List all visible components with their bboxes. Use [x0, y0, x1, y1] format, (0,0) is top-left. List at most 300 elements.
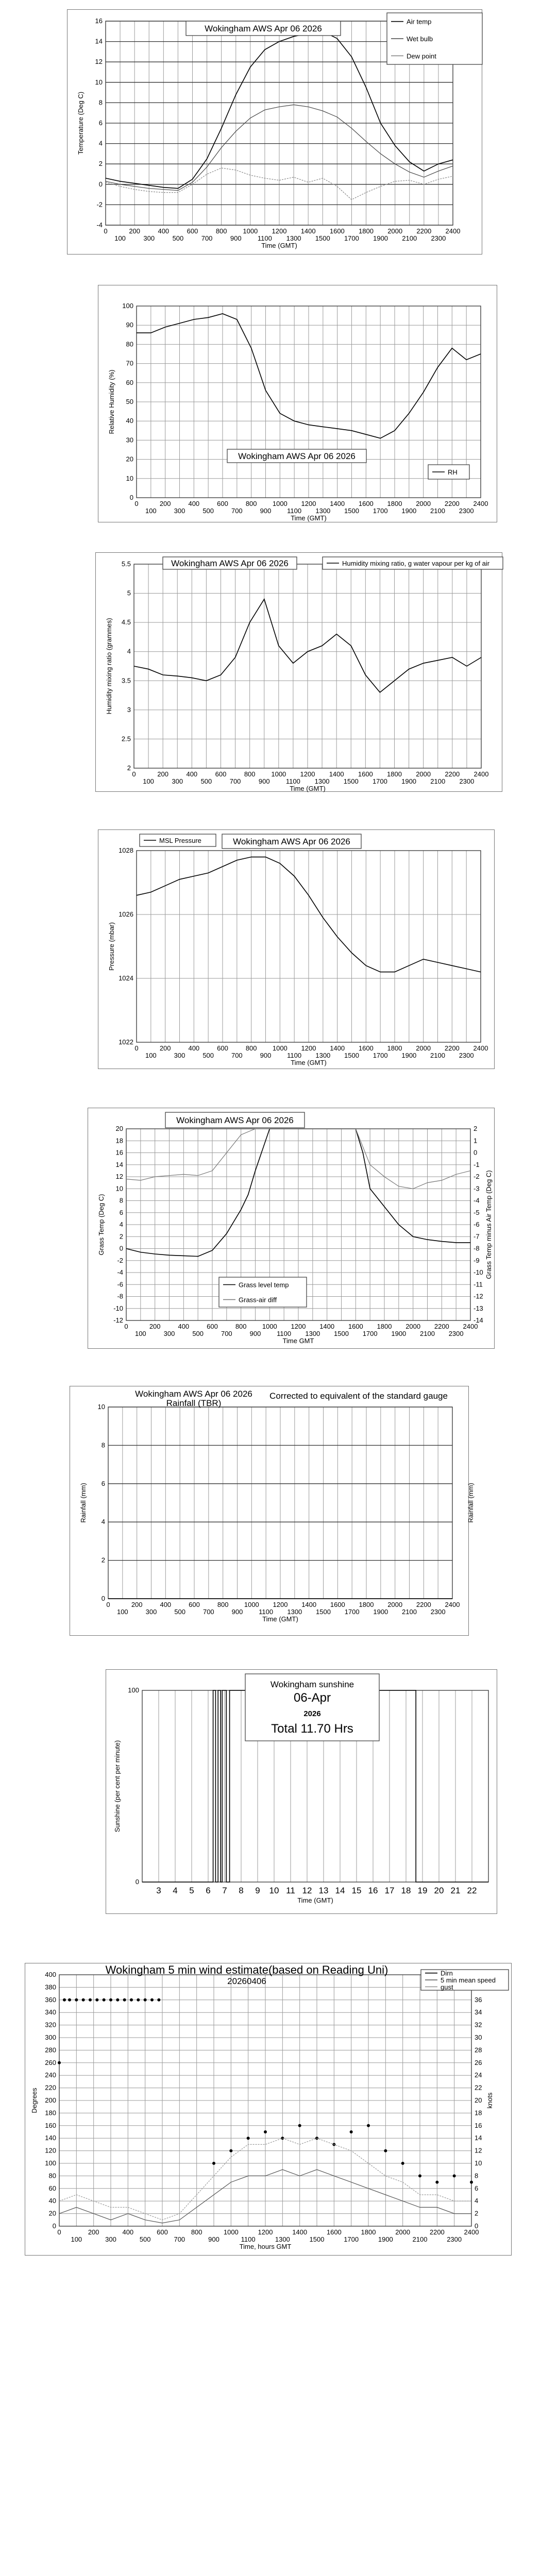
x-axis-label: Time (GMT) — [262, 1615, 298, 1623]
x-tick-label: 19 — [417, 1886, 428, 1895]
x-tick-label: 16 — [368, 1886, 378, 1895]
y2-axis-label: Grass Temp minus Air Temp (Deg C) — [485, 1170, 493, 1279]
y-tick-label: 180 — [45, 2109, 56, 2117]
x-tick-label: 2100 — [430, 777, 446, 785]
x-tick-label: 0 — [134, 1044, 139, 1052]
x-tick-label: 1500 — [334, 1330, 349, 1337]
x-tick-label: 2300 — [459, 507, 474, 515]
x-tick-label: 200 — [129, 227, 141, 235]
x-tick-label: 1100 — [259, 1608, 274, 1616]
y-tick-label: 160 — [45, 2121, 56, 2129]
y-tick-label: 120 — [45, 2146, 56, 2155]
y2-tick-label: -12 — [474, 1292, 483, 1300]
x-tick-label: 100 — [143, 777, 154, 785]
x-tick-label: 2300 — [430, 1608, 446, 1616]
y-tick-label: 80 — [48, 2172, 56, 2180]
wind-direction-point — [384, 2149, 387, 2153]
y-tick-label: -6 — [117, 1280, 123, 1289]
x-tick-label: 2200 — [444, 1044, 460, 1052]
y-tick-label: 2 — [101, 1556, 105, 1564]
x-tick-label: 2300 — [431, 234, 446, 242]
wind-direction-point — [75, 1998, 78, 2002]
y-axis-label: Sunshine (per cent per minute) — [113, 1740, 121, 1833]
y2-axis-label: knots — [486, 2092, 494, 2109]
x-tick-label: 2200 — [434, 1323, 449, 1330]
x-tick-label: 2400 — [474, 770, 489, 778]
y-tick-label: -8 — [117, 1292, 123, 1300]
wind-direction-point — [109, 1998, 112, 2002]
y-tick-label: 20 — [115, 1125, 123, 1132]
chart-note: Corrected to equivalent of the standard gauge — [269, 1391, 448, 1401]
chart-year: 2026 — [303, 1709, 321, 1718]
x-tick-label: 2000 — [416, 1044, 431, 1052]
x-tick-label: 400 — [122, 2228, 134, 2236]
y2-tick-label: -13 — [474, 1304, 483, 1312]
x-tick-label: 1700 — [344, 2235, 359, 2243]
legend-label: Dew point — [407, 52, 436, 60]
wind-direction-point — [229, 2149, 232, 2153]
x-tick-label: 300 — [172, 777, 183, 785]
y2-tick-label: -11 — [474, 1280, 483, 1289]
x-tick-label: 1600 — [330, 1601, 345, 1608]
y2-tick-label: -3 — [474, 1184, 480, 1193]
wind-chart-panel — [25, 1963, 512, 2256]
x-tick-label: 1500 — [315, 234, 330, 242]
pressure-chart-panel — [98, 829, 495, 1069]
wind-direction-point — [435, 2181, 438, 2184]
y2-tick-label: 24 — [475, 2071, 482, 2079]
y2-tick-label: 14 — [475, 2134, 482, 2142]
x-tick-label: 0 — [124, 1323, 128, 1330]
x-tick-label: 3 — [156, 1886, 161, 1895]
y-tick-label: 100 — [122, 302, 133, 310]
x-tick-label: 22 — [467, 1886, 477, 1895]
y-tick-label: 3.5 — [121, 676, 131, 685]
pressure-chart — [98, 830, 495, 1070]
wind-chart — [25, 1963, 512, 2256]
x-tick-label: 1300 — [275, 2235, 290, 2243]
x-tick-label: 2200 — [444, 500, 460, 507]
y-tick-label: 16 — [95, 17, 103, 25]
x-tick-label: 700 — [202, 1608, 214, 1616]
x-tick-label: 2000 — [416, 770, 431, 778]
y-tick-label: 320 — [45, 2021, 56, 2029]
x-tick-label: 400 — [188, 500, 200, 507]
x-tick-label: 800 — [235, 1323, 247, 1330]
x-tick-label: 500 — [192, 1330, 204, 1337]
x-axis-label: Time (GMT) — [261, 242, 297, 249]
legend-label: gust — [441, 1983, 453, 1991]
y-tick-label: 40 — [48, 2197, 56, 2205]
y2-tick-label: -8 — [474, 1244, 480, 1252]
x-axis-label: Time (GMT) — [290, 785, 326, 792]
x-tick-label: 0 — [134, 500, 139, 507]
y-tick-label: 100 — [128, 1686, 139, 1694]
y-tick-label: 16 — [115, 1148, 123, 1157]
x-tick-label: 1500 — [343, 777, 359, 785]
y-tick-label: 240 — [45, 2071, 56, 2079]
y-tick-label: 20 — [48, 2209, 56, 2217]
x-tick-label: 800 — [217, 1601, 229, 1608]
x-tick-label: 1200 — [272, 227, 287, 235]
y2-tick-label: 10 — [475, 2159, 482, 2167]
x-tick-label: 100 — [71, 2235, 82, 2243]
y-tick-label: 18 — [115, 1137, 123, 1145]
x-tick-label: 2100 — [402, 234, 417, 242]
y-axis-label: Grass Temp (Deg C) — [97, 1194, 105, 1256]
x-tick-label: 400 — [160, 1601, 172, 1608]
y-tick-label: 80 — [126, 340, 133, 348]
x-tick-label: 100 — [145, 1052, 157, 1059]
x-tick-label: 12 — [302, 1886, 312, 1895]
y2-tick-label: 1 — [474, 1137, 478, 1145]
rainfall-chart-panel — [70, 1386, 475, 1636]
x-tick-label: 2400 — [473, 500, 488, 507]
x-tick-label: 1000 — [243, 227, 258, 235]
y-tick-label: -2 — [96, 200, 103, 209]
y2-tick-label: -6 — [474, 1221, 480, 1228]
x-tick-label: 800 — [191, 2228, 202, 2236]
y-tick-label: 300 — [45, 2033, 56, 2041]
x-tick-label: 700 — [231, 507, 243, 515]
x-tick-label: 900 — [208, 2235, 219, 2243]
y-tick-label: 14 — [115, 1160, 123, 1168]
y-tick-label: 12 — [95, 58, 103, 66]
y-tick-label: 90 — [126, 321, 133, 329]
y-tick-label: 0 — [129, 494, 133, 501]
x-tick-label: 2400 — [473, 1044, 488, 1052]
y-tick-label: 140 — [45, 2134, 56, 2142]
x-tick-label: 300 — [143, 234, 155, 242]
x-tick-label: 2300 — [447, 2235, 462, 2243]
y2-tick-label: 30 — [475, 2033, 482, 2041]
x-tick-label: 1800 — [387, 1044, 402, 1052]
y-tick-label: -10 — [113, 1304, 123, 1312]
wind-direction-point — [58, 2061, 61, 2064]
x-tick-label: 1400 — [330, 500, 345, 507]
x-tick-label: 11 — [286, 1886, 295, 1895]
y-tick-label: -4 — [117, 1268, 123, 1276]
x-tick-label: 2300 — [448, 1330, 464, 1337]
x-tick-label: 100 — [116, 1608, 128, 1616]
x-tick-label: 2200 — [416, 227, 432, 235]
x-tick-label: 300 — [174, 1052, 185, 1059]
x-tick-label: 700 — [174, 2235, 185, 2243]
y2-tick-label: 2 — [475, 2209, 479, 2217]
y2-tick-label: -4 — [474, 1196, 480, 1205]
wind-direction-point — [89, 1998, 92, 2002]
wind-direction-point — [116, 1998, 119, 2002]
x-tick-label: 0 — [132, 770, 136, 778]
x-tick-label: 1200 — [300, 770, 315, 778]
y2-tick-label: -14 — [474, 1316, 483, 1324]
x-tick-label: 100 — [114, 234, 126, 242]
chart-title: Wokingham AWS Apr 06 2026 — [176, 1115, 294, 1125]
x-tick-label: 0 — [57, 2228, 61, 2236]
x-tick-label: 1400 — [301, 1601, 317, 1608]
x-tick-label: 1300 — [315, 507, 331, 515]
y-tick-label: 400 — [45, 1971, 56, 1978]
x-tick-label: 400 — [158, 227, 170, 235]
y2-tick-label: -10 — [474, 1268, 483, 1276]
wind-direction-point — [212, 2162, 215, 2165]
x-tick-label: 8 — [239, 1886, 244, 1895]
y-tick-label: 10 — [115, 1184, 123, 1193]
wind-direction-point — [298, 2124, 301, 2127]
y-tick-label: 4 — [119, 1221, 123, 1228]
x-tick-label: 600 — [189, 1601, 200, 1608]
x-tick-label: 0 — [106, 1601, 110, 1608]
y-tick-label: 4 — [127, 647, 131, 655]
x-tick-label: 500 — [202, 1052, 214, 1059]
x-tick-label: 1500 — [309, 2235, 325, 2243]
x-tick-label: 700 — [221, 1330, 232, 1337]
x-tick-label: 300 — [163, 1330, 175, 1337]
x-tick-label: 200 — [159, 500, 171, 507]
x-tick-label: 500 — [200, 777, 212, 785]
x-tick-label: 2000 — [387, 227, 403, 235]
x-tick-label: 700 — [201, 234, 213, 242]
x-tick-label: 2100 — [430, 507, 445, 515]
x-tick-label: 1700 — [373, 1052, 388, 1059]
x-tick-label: 2200 — [416, 1601, 431, 1608]
y-tick-label: 220 — [45, 2083, 56, 2092]
wind-direction-point — [264, 2130, 267, 2133]
humidity-chart-panel — [98, 285, 497, 522]
legend-label: 5 min mean speed — [441, 1976, 496, 1984]
x-tick-label: 1700 — [372, 777, 387, 785]
x-tick-label: 1400 — [330, 1044, 345, 1052]
y2-tick-label: -5 — [474, 1208, 480, 1216]
y2-tick-label: 22 — [475, 2083, 482, 2092]
x-tick-label: 1900 — [373, 1608, 388, 1616]
x-tick-label: 1400 — [300, 227, 316, 235]
x-tick-label: 1400 — [292, 2228, 308, 2236]
x-tick-label: 1600 — [329, 227, 345, 235]
x-tick-label: 600 — [207, 1323, 218, 1330]
x-tick-label: 1200 — [258, 2228, 273, 2236]
x-tick-label: 1300 — [315, 1052, 331, 1059]
x-tick-label: 400 — [178, 1323, 190, 1330]
y2-tick-label: -2 — [474, 1173, 480, 1180]
y-tick-label: 8 — [98, 98, 103, 107]
x-tick-label: 1300 — [286, 234, 301, 242]
x-tick-label: 2200 — [429, 2228, 445, 2236]
rainfall-chart — [70, 1386, 475, 1636]
x-tick-label: 14 — [335, 1886, 345, 1895]
x-tick-label: 2000 — [405, 1323, 421, 1330]
x-tick-label: 2400 — [463, 1323, 478, 1330]
y-tick-label: 1026 — [119, 910, 133, 918]
wind-direction-point — [63, 1998, 66, 2002]
legend-label: MSL Pressure — [159, 837, 201, 844]
x-tick-label: 2000 — [387, 1601, 403, 1608]
chart-date: 06-Apr — [293, 1691, 331, 1705]
x-tick-label: 1000 — [262, 1323, 277, 1330]
y-tick-label: 1028 — [119, 846, 133, 854]
x-tick-label: 1900 — [373, 234, 388, 242]
y2-tick-label: -9 — [474, 1256, 480, 1264]
x-tick-label: 1800 — [359, 1601, 374, 1608]
legend-label: Dirn — [441, 1969, 453, 1977]
wind-direction-point — [470, 2181, 473, 2184]
x-tick-label: 900 — [260, 1052, 272, 1059]
wind-direction-point — [247, 2137, 250, 2140]
x-tick-label: 1200 — [301, 500, 316, 507]
x-tick-label: 13 — [318, 1886, 329, 1895]
x-tick-label: 1000 — [272, 500, 288, 507]
y2-tick-label: 6 — [475, 2184, 479, 2192]
x-tick-label: 1100 — [257, 234, 272, 242]
x-axis-label: Time (GMT) — [291, 1059, 327, 1066]
x-tick-label: 15 — [351, 1886, 362, 1895]
x-tick-label: 1000 — [244, 1601, 259, 1608]
y-tick-label: 6 — [101, 1479, 105, 1487]
x-tick-label: 7 — [222, 1886, 227, 1895]
y-tick-label: 100 — [45, 2159, 56, 2167]
x-tick-label: 1900 — [391, 1330, 407, 1337]
grass-temp-chart — [88, 1108, 495, 1349]
x-tick-label: 9 — [255, 1886, 260, 1895]
x-tick-label: 200 — [149, 1323, 161, 1330]
x-tick-label: 300 — [105, 2235, 116, 2243]
y-tick-label: 260 — [45, 2058, 56, 2066]
x-tick-label: 2400 — [445, 1601, 460, 1608]
chart-title: Wokingham AWS Apr 06 2026 — [171, 558, 289, 568]
x-axis-label: Time GMT — [282, 1337, 314, 1345]
chart-subtitle: 20260406 — [227, 1976, 266, 1986]
wind-direction-point — [401, 2162, 404, 2165]
x-tick-label: 1800 — [377, 1323, 392, 1330]
x-tick-label: 600 — [157, 2228, 168, 2236]
y-tick-label: 4.5 — [121, 618, 131, 626]
x-tick-label: 1100 — [287, 507, 302, 515]
temperature-chart-panel — [67, 9, 482, 255]
y-tick-label: 8 — [119, 1196, 123, 1205]
x-tick-label: 2000 — [395, 2228, 411, 2236]
x-tick-label: 1400 — [319, 1323, 335, 1330]
temperature-chart — [67, 10, 483, 255]
x-tick-label: 1100 — [277, 1330, 292, 1337]
x-axis-label: Time (GMT) — [291, 514, 327, 522]
x-tick-label: 1700 — [344, 1608, 360, 1616]
x-tick-label: 2100 — [420, 1330, 435, 1337]
wind-direction-point — [95, 1998, 98, 2002]
x-tick-label: 1500 — [344, 1052, 359, 1059]
y2-tick-label: 16 — [475, 2121, 482, 2129]
x-tick-label: 100 — [134, 1330, 146, 1337]
x-tick-label: 1900 — [401, 777, 417, 785]
y-tick-label: 30 — [126, 436, 133, 444]
x-tick-label: 700 — [229, 777, 241, 785]
y-tick-label: 4 — [101, 1518, 105, 1526]
x-tick-label: 1000 — [223, 2228, 239, 2236]
x-tick-label: 1700 — [362, 1330, 378, 1337]
x-tick-label: 1400 — [329, 770, 344, 778]
x-tick-label: 900 — [260, 507, 272, 515]
x-tick-label: 1200 — [301, 1044, 316, 1052]
x-tick-label: 800 — [215, 227, 227, 235]
x-tick-label: 1100 — [241, 2235, 256, 2243]
chart-subtitle: Rainfall (TBR) — [166, 1398, 222, 1408]
y2-tick-label: 28 — [475, 2046, 482, 2054]
x-tick-label: 2100 — [430, 1052, 445, 1059]
legend-label: Air temp — [407, 18, 432, 26]
x-tick-label: 1600 — [358, 1044, 374, 1052]
legend-label: Wet bulb — [407, 35, 433, 43]
y-tick-label: 60 — [48, 2184, 56, 2192]
y-axis-label: Temperature (Deg C) — [77, 91, 84, 155]
wind-direction-point — [418, 2174, 421, 2177]
y-tick-label: 40 — [126, 417, 133, 425]
wind-direction-point — [157, 1998, 160, 2002]
y-tick-label: 10 — [95, 78, 103, 86]
y2-tick-label: 0 — [475, 2222, 479, 2230]
y-tick-label: 6 — [119, 1208, 123, 1216]
y-tick-label: 5.5 — [121, 560, 131, 568]
x-tick-label: 2300 — [459, 1052, 474, 1059]
y2-tick-label: 12 — [475, 2146, 482, 2155]
x-tick-label: 1300 — [305, 1330, 320, 1337]
x-tick-label: 900 — [231, 1608, 243, 1616]
x-tick-label: 1000 — [271, 770, 286, 778]
x-tick-label: 21 — [450, 1886, 461, 1895]
y-tick-label: 340 — [45, 2008, 56, 2016]
wind-direction-point — [103, 1998, 106, 2002]
x-tick-label: 2400 — [464, 2228, 479, 2236]
y-axis-label: Humidity mixing ratio (grammes) — [105, 618, 113, 715]
y2-tick-label: 34 — [475, 2008, 482, 2016]
x-tick-label: 1000 — [272, 1044, 288, 1052]
x-axis-label: Time (GMT) — [297, 1896, 333, 1904]
chart-title: Wokingham AWS Apr 06 2026 — [135, 1389, 252, 1399]
wind-direction-point — [137, 1998, 140, 2002]
x-tick-label: 1300 — [287, 1608, 302, 1616]
x-tick-label: 900 — [230, 234, 242, 242]
chart-total: Total 11.70 Hrs — [271, 1722, 353, 1736]
x-tick-label: 500 — [139, 2235, 151, 2243]
y-tick-label: 0 — [135, 1878, 139, 1886]
x-tick-label: 2200 — [445, 770, 460, 778]
y-tick-label: -4 — [96, 221, 103, 229]
x-tick-label: 800 — [245, 500, 257, 507]
wind-direction-point — [281, 2137, 284, 2140]
y2-tick-label: -1 — [474, 1160, 480, 1168]
x-tick-label: 600 — [215, 770, 227, 778]
y-tick-label: 280 — [45, 2046, 56, 2054]
y-tick-label: 10 — [97, 1403, 105, 1411]
x-tick-label: 5 — [189, 1886, 194, 1895]
x-tick-label: 1800 — [359, 227, 374, 235]
y-tick-label: 2 — [119, 1232, 123, 1241]
x-tick-label: 1100 — [287, 1052, 302, 1059]
legend-label: Grass-air diff — [239, 1296, 277, 1304]
x-tick-label: 200 — [159, 1044, 171, 1052]
y-tick-label: 50 — [126, 398, 133, 405]
y2-tick-label: 4 — [475, 2197, 479, 2205]
x-tick-label: 2300 — [459, 777, 475, 785]
x-tick-label: 1600 — [358, 500, 374, 507]
x-tick-label: 1900 — [378, 2235, 393, 2243]
wind-direction-point — [144, 1998, 147, 2002]
y-tick-label: 2 — [127, 764, 131, 772]
wind-direction-point — [150, 1998, 154, 2002]
x-tick-label: 800 — [245, 1044, 257, 1052]
x-tick-label: 200 — [88, 2228, 99, 2236]
x-tick-label: 4 — [173, 1886, 178, 1895]
y2-tick-label: -7 — [474, 1232, 480, 1241]
y-tick-label: 6 — [98, 119, 103, 127]
